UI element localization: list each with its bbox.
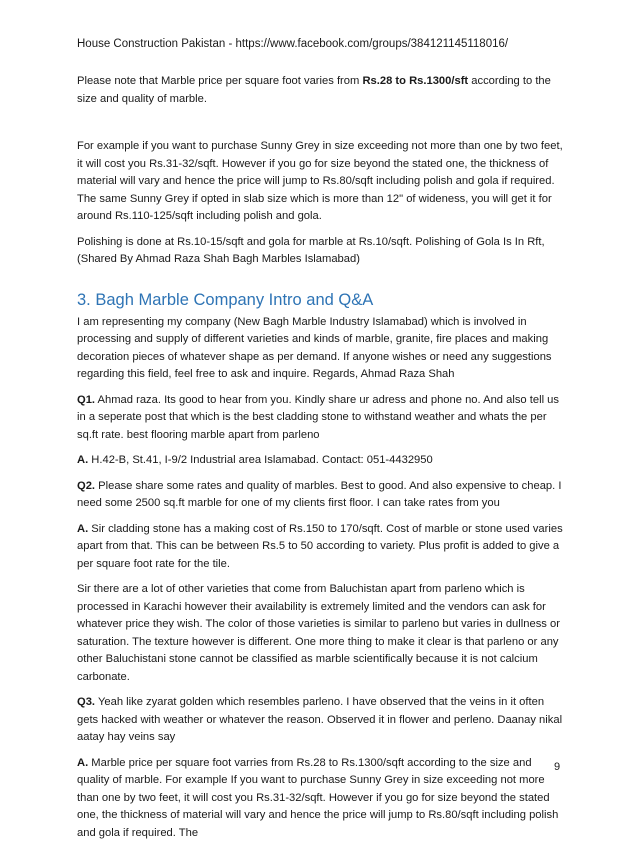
- price-note-paragraph: [77, 73, 565, 108]
- price-range-bold: Rs.28 to Rs.1300/sft: [362, 75, 469, 87]
- q2-text: Please share some rates and quality of marbles. Best to good. And also expensive to cheap. I need some 2500 sq.ft marble for one of my clients first floor. I can take rates from you: [77, 479, 562, 509]
- intro-paragraph: I am representing my company (New Bagh Marble Industry Islamabad) which is involved in processing and supply of different varieties and kinds of marble, granite, fire places and making decoration pieces of whatever shape as per demand. If anyone wishes or need any suggestions regarding this field, feel free to ask and inquire. Regards, Ahmad Raza Shah: [77, 315, 552, 380]
- q2-label: Q2.: [77, 479, 96, 492]
- q1-label: Q1.: [77, 393, 96, 406]
- qa-question-2: [77, 478, 565, 513]
- q3-label: Q3.: [77, 696, 96, 708]
- qa-answer-1: [77, 452, 565, 470]
- price-note-text-end: according to the size and quality of marble.: [77, 75, 551, 105]
- a2-text: Sir cladding stone has a making cost of Rs.150 to 170/sqft. Cost of marble or stone used varies apart from that. This can be between Rs.5 to 50 according to variety. Plus profit is added to give a per square foot rate for the tile.: [77, 522, 563, 570]
- qa-answer-2: [77, 521, 565, 574]
- qa-question-3: [77, 694, 565, 747]
- qa-question-1: [77, 392, 565, 445]
- a2-label: A.: [77, 522, 89, 535]
- spacer: [77, 116, 565, 138]
- polishing-paragraph: Polishing is done at Rs.10-15/sqft and gola for marble at Rs.10/sqft. Polishing of Gola Is In Rft, (Shared By Ahmad Raza Shah Bagh Marbles Islamabad): [77, 235, 545, 265]
- qa-answer-2-continued: Sir there are a lot of other varieties that come from Baluchistan apart from parleno which is processed in Karachi however their availability is extremely limited and the vendors can ask for whatever price they wish. The color of those varieties is similar to parleno but varies in dullness or saturation. The texture however is different. One more thing to make it clear is that parleno or any other Baluchistani stone cannot be classified as marble scientifically because it is not calcium carbonate.: [77, 583, 560, 683]
- page-header: House Construction Pakistan - https://www.facebook.com/groups/384121145118016/: [77, 38, 509, 50]
- example-paragraph: For example if you want to purchase Sunny Grey in size exceeding not more than one by two feet, it will cost you Rs.31-32/sqft. However if you go for size beyond the stated one, the thickness of material will vary and hence the price will jump to Rs.80/sqft including polish and gola if required. The same Sunny Grey if opted in slab size which is more than 12" of wideness, you will get it for around Rs.110-125/sqft including polish and gola.: [77, 140, 563, 222]
- page-body: [77, 73, 565, 850]
- section-heading: 3. Bagh Marble Company Intro and Q&A: [77, 290, 374, 309]
- a1-label: A.: [77, 454, 89, 466]
- a1-text: H.42-B, St.41, I-9/2 Industrial area Islamabad. Contact: 051-4432950: [88, 454, 433, 466]
- a3-label: A.: [77, 756, 89, 769]
- q1-text: Ahmad raza. Its good to hear from you. Kindly share ur adress and phone no. And also tell us in a seperate post that which is the best cladding stone to withstand weather and whats the per sq.ft rate. best flooring marble apart from parleno: [77, 393, 559, 441]
- a3-text: Marble price per square foot varries from Rs.28 to Rs.1300/sqft according to the size and quality of marble. For example If you want to purchase Sunny Grey in size exceeding not more than one by two feet, it will cost you Rs.31-32/sqft. However if you go for size beyond the stated one, the thickness of material will vary and hence the price will jump to Rs.80/sqft including polish and gola if required. The: [77, 756, 559, 839]
- qa-answer-3: [77, 755, 565, 843]
- page-number: 9: [554, 761, 561, 773]
- price-note-text: Please note that Marble price per square foot varies from: [77, 75, 363, 87]
- q3-text: Yeah like zyarat golden which resembles parleno. I have observed that the veins in it often gets hacked with weather or whatever the reason. Observed it in flower and perleno. Daanay nikal aatay hay veins say: [77, 696, 563, 743]
